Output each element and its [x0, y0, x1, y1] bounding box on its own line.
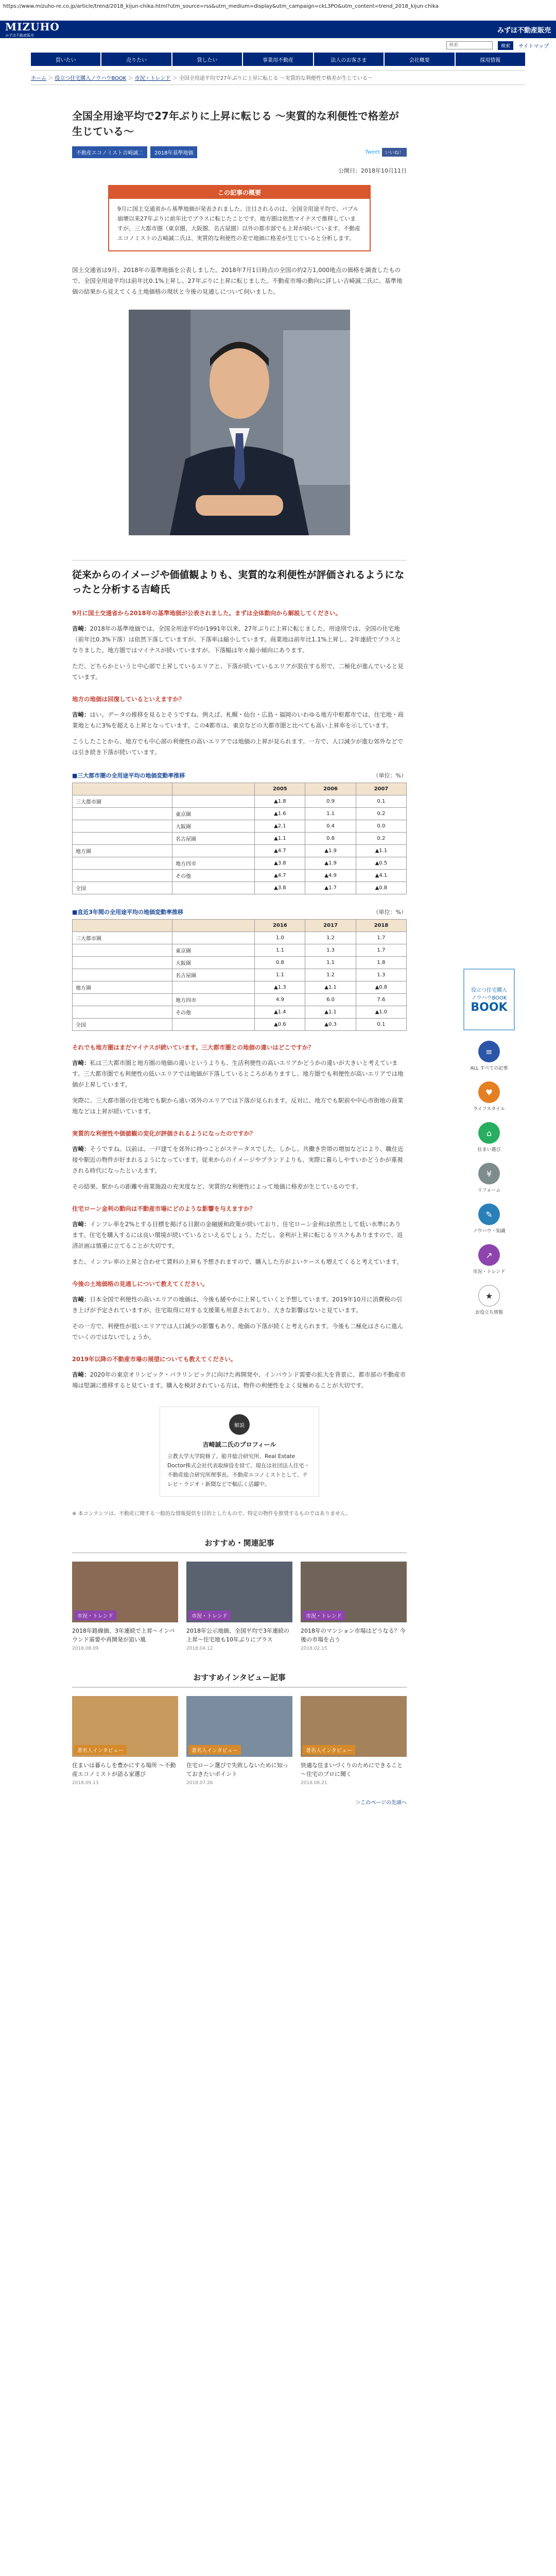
table-cell: 三大都市圏 — [73, 932, 172, 944]
table-cell: ▲1.1 — [305, 1006, 356, 1019]
table-cell: ▲0.8 — [356, 882, 406, 894]
table-row — [73, 944, 407, 957]
table-row — [73, 833, 407, 845]
table-cell: 4.9 — [255, 994, 305, 1006]
tag-kijun[interactable]: 2018年基準地価 — [150, 146, 197, 158]
article-tags — [72, 146, 407, 158]
table-cell: その他 — [172, 1006, 255, 1019]
heart-icon-glyph: ♥ — [485, 1087, 493, 1097]
answer-1 — [72, 623, 407, 656]
sidebar-item-reform[interactable] — [463, 1163, 515, 1193]
table-cell — [73, 944, 172, 957]
book-big-label: BOOK — [471, 1001, 508, 1014]
interview-list-heading: おすすめインタビュー記事 — [72, 1672, 407, 1688]
search-input[interactable] — [446, 41, 493, 49]
interview-card[interactable] — [301, 1696, 407, 1786]
profile-box — [160, 1406, 319, 1497]
table-cell: 0.2 — [356, 833, 406, 845]
question-7: 2019年以降の不動産市場の展望についても教えてください。 — [72, 1355, 237, 1363]
card-date: 2018.02.15 — [301, 1646, 327, 1651]
table-row — [73, 957, 407, 969]
table-row — [73, 845, 407, 857]
table-cell: 6.0 — [305, 994, 356, 1006]
question-5: 住宅ローン金利の動向は不動産市場にどのような影響を与えますか？ — [72, 1205, 256, 1212]
table-cell: 地方四市 — [172, 994, 255, 1006]
answer-3b: 実際に、三大都市圏の住宅地でも駅から遠い郊外のエリアでは下落が見られます。反対に、地方でも駅前や中心市街地の商業地などは上昇が続いています。 — [72, 1097, 404, 1115]
table-row — [73, 882, 407, 894]
global-nav — [31, 53, 525, 66]
table-cell: ▲0.6 — [255, 1019, 305, 1031]
answer-5-text: インフレ率を2%とする目標を掲げる日銀の金融緩和政策が続いており、住宅ローン金利は依然として低い水準にあります。住宅を購入するには良い環境が続いているといえるでしょう。ただし、金利が上昇に転じるリスクもありますので、返済計画は慎重に立てることが大切です。 — [72, 1221, 403, 1249]
table-cell: ▲1.9 — [305, 845, 356, 857]
answer-2 — [72, 709, 407, 731]
table-cell — [73, 857, 172, 870]
card-date: 2018.08.09 — [72, 1646, 99, 1651]
sidebar-item-label: 市況・トレンド — [473, 1269, 506, 1275]
table-cell: ▲3.8 — [255, 882, 305, 894]
breadcrumb-book[interactable]: 役立つ住宅購入ノウハウBOOK — [55, 76, 127, 81]
table-row — [73, 820, 407, 833]
breadcrumb-trend[interactable]: 市況・トレンド — [134, 76, 171, 81]
table-cell: 東京圏 — [172, 944, 255, 957]
related-card[interactable] — [72, 1562, 178, 1651]
table-cell: ▲1.3 — [255, 981, 305, 994]
related-card-image[interactable] — [301, 1562, 407, 1622]
table-cell: 1.0 — [255, 932, 305, 944]
nav-business[interactable]: 事業用不動産 — [243, 53, 312, 66]
table-cell: 1.7 — [356, 944, 406, 957]
sidebar-item-label: リフォーム — [477, 1188, 501, 1193]
url-bar[interactable]: https://www.mizuho-re.co.jp/article/trend/2018_kijun-chika.html?utm_source=rss&utm_medium=display&utm_campaign=ckL3PO&utm_content=trend_2018_kijun-chika — [3, 4, 439, 9]
logo-subtext: みずほ不動産販売 — [5, 33, 34, 38]
table-cell: 1.1 — [305, 808, 356, 820]
book-small-label: 役立つ住宅購入 — [471, 987, 507, 993]
sidebar-item-label: 住まい選び — [477, 1147, 501, 1153]
table-cell: 地方四市 — [172, 857, 255, 870]
table-header-cell: 2006 — [305, 783, 356, 795]
table-cell — [172, 932, 255, 944]
card-date: 2018.06.21 — [301, 1781, 327, 1786]
table-cell — [73, 969, 172, 981]
speaker-label: 吉崎： — [72, 1296, 90, 1303]
intro-paragraph: 国土交通省は9月、2018年の基準地価を公表しました。2018年7月1日時点の全国の約2万1,000地点の価格を調査したもので、全国全用途平均は前年比0.1%上昇し、27年ぶりに上昇に転じました。不動産市場の動向に詳しい吉崎誠二氏に、基準地価の結果から見えてくる土地価格の現状と今後の見通しについて伺いました。 — [72, 266, 403, 295]
house-icon — [478, 1122, 500, 1144]
table-1-title — [72, 771, 407, 779]
answer-6b: その一方で、利便性が低いエリアでは人口減少の影響もあり、地価の下落が続くと考えられます。今後も二極化はさらに進んでいくのではないでしょうか。 — [72, 1323, 404, 1341]
related-card[interactable] — [186, 1562, 292, 1651]
answer-6 — [72, 1294, 407, 1316]
sidebar-item-label: ライフスタイル — [473, 1107, 505, 1112]
sitemap-link[interactable]: サイトマップ — [518, 43, 549, 49]
table-header-cell: 2016 — [255, 920, 305, 932]
table-cell: ▲0.3 — [305, 1019, 356, 1031]
speaker-label: 吉崎： — [72, 1145, 90, 1153]
table-cell: 1.1 — [255, 944, 305, 957]
nav-buy[interactable]: 買いたい — [31, 53, 100, 66]
speaker-label: 吉崎： — [72, 625, 90, 632]
table-cell — [172, 1019, 255, 1031]
speaker-label: 吉崎： — [72, 1221, 90, 1228]
table-cell: 1.7 — [356, 932, 406, 944]
sidebar-item-useful[interactable] — [463, 1285, 515, 1315]
table-row — [73, 870, 407, 882]
tag-economist[interactable]: 不動産エコノミスト吉崎誠二 — [72, 146, 147, 158]
table-cell: ▲1.1 — [305, 981, 356, 994]
table-cell: ▲2.1 — [255, 820, 305, 833]
card-date: 2018.09.13 — [72, 1781, 99, 1786]
publish-date: 公開日：2018年10月11日 — [338, 167, 407, 174]
yen-icon — [478, 1163, 500, 1184]
table-cell: 1.3 — [305, 944, 356, 957]
table-cell — [73, 833, 172, 845]
table-header-cell — [73, 783, 172, 795]
article-title: 全国全用途平均で27年ぶりに上昇に転じる ～実質的な利便性で格差が生じている～ — [72, 110, 399, 138]
star-icon — [478, 1285, 500, 1307]
table-cell — [172, 882, 255, 894]
related-card[interactable] — [301, 1562, 407, 1651]
table-row — [73, 1019, 407, 1031]
tweet-button[interactable]: Tweet — [365, 149, 380, 155]
table-cell: ▲1.1 — [255, 833, 305, 845]
table-cell: 地方圏 — [73, 981, 172, 994]
answer-2b: こうしたことから、地方でも中心部の利便性の高いエリアでは地価の上昇が見られます。一方で、人口減少が進む郊外などでは引き続き下落が続いています。 — [72, 738, 404, 756]
table-cell — [172, 795, 255, 808]
answer-3 — [72, 1058, 407, 1090]
table-cell: ▲0.8 — [356, 981, 406, 994]
sidebar-item-label: お役立ち情報 — [475, 1310, 503, 1315]
sidebar-item-knowhow[interactable] — [463, 1204, 515, 1234]
card-tag: 著名人インタビュー — [74, 1745, 127, 1755]
nav-lend[interactable]: 貸したい — [172, 53, 242, 66]
answer-3-text: 私は三大都市圏と地方圏の地価の違いというよりも、生活利便性の高いエリアかどうかの違いが大きいと考えています。三大都市圏でも利便性の低いエリアでは地価が下落しているところがありますし、地方圏でも利便性が高いエリアでは地価が上昇しています。 — [72, 1059, 404, 1088]
trend-icon — [478, 1244, 500, 1266]
question-6: 今後の土地価格の見通しについて教えてください。 — [72, 1280, 208, 1287]
table-1 — [72, 783, 407, 894]
sidebar-item-lifestyle[interactable] — [463, 1081, 515, 1112]
profile-text: 立教大学大学院修了。船井総合研究所、Real Estate Doctor株式会社代表取締役を経て、現在は社団法人住宅・不動産総合研究所理事長。不動産エコノミストとして、テレビ・ラジオ・新聞などで幅広く活躍中。 — [167, 1453, 310, 1487]
table-cell: 0.1 — [356, 1019, 406, 1031]
table-cell: 7.6 — [356, 994, 406, 1006]
card-title[interactable]: 2018年路線価、3年連続で上昇～インバウンド需要や再開発が追い風 — [72, 1628, 175, 1643]
table-row — [73, 1006, 407, 1019]
nav-recruit[interactable]: 採用情報 — [456, 53, 525, 66]
table-row — [73, 969, 407, 981]
table-cell: 1.1 — [305, 957, 356, 969]
table-cell: 大阪圏 — [172, 957, 255, 969]
site-header — [0, 21, 556, 38]
table-cell: 0.0 — [356, 820, 406, 833]
table-cell — [73, 957, 172, 969]
table-cell: 0.4 — [305, 820, 356, 833]
page-top-link[interactable]: ＞このページの先頭へ — [355, 1800, 407, 1806]
table-cell: 三大都市圏 — [73, 795, 172, 808]
table-cell: ▲1.7 — [305, 882, 356, 894]
breadcrumb-current: 全国全用途平均で27年ぶりに上昇に転じる ～実質的な利便性で格差が生じている～ — [179, 76, 373, 81]
brand-name: みずほ不動産販売 — [497, 26, 551, 35]
card-tag: 著名人インタビュー — [303, 1745, 355, 1755]
table-cell: 地方圏 — [73, 845, 172, 857]
table-row — [73, 994, 407, 1006]
list-icon-glyph: ≡ — [485, 1046, 493, 1057]
pen-icon-glyph: ✎ — [485, 1209, 493, 1219]
card-title[interactable]: 住宅ローン選びで失敗しないために知っておきたいポイント — [186, 1762, 288, 1777]
logo[interactable] — [5, 21, 60, 38]
table-cell: ▲4.1 — [356, 870, 406, 882]
answer-4 — [72, 1144, 407, 1176]
related-card-image[interactable] — [186, 1562, 292, 1622]
trend-icon-glyph: ↗ — [485, 1250, 493, 1260]
search-button[interactable]: 検索 — [498, 41, 513, 50]
sidebar-item-all[interactable] — [463, 1041, 515, 1071]
interview-card-image[interactable] — [301, 1696, 407, 1757]
table-2-unit: （単位：%） — [373, 909, 407, 916]
logo-text: MIZUHO — [5, 21, 60, 33]
card-tag: 著名人インタビュー — [188, 1745, 241, 1755]
table-header-cell: 2018 — [356, 920, 406, 932]
table-cell: ▲0.5 — [356, 857, 406, 870]
card-tag: 市況・トレンド — [74, 1611, 116, 1620]
answer-2-text: はい。データの推移を見るとそうですね。例えば、札幌・仙台・広島・福岡のいわゆる地方中枢都市では、住宅地・商業地ともに3%を超える上昇となっています。この4都市は、東京などの大都市圏と比べても高い上昇率を示しています。 — [72, 711, 404, 729]
table-cell — [73, 994, 172, 1006]
table-cell: 0.9 — [305, 795, 356, 808]
table-cell: 1.2 — [305, 969, 356, 981]
interview-card[interactable] — [186, 1696, 292, 1786]
table-2-caption: ■直近3年間の全用途平均の地価変動率推移 — [72, 909, 184, 916]
question-1: 9月に国土交通省から2018年の基準地価が公表されました。まずは全体動向から解説してください。 — [72, 609, 342, 617]
answer-7 — [72, 1369, 407, 1391]
table-cell — [73, 820, 172, 833]
table-cell — [172, 845, 255, 857]
speaker-label: 吉崎： — [72, 711, 90, 718]
table-cell: 名古屋圏 — [172, 969, 255, 981]
table-cell: ▲1.0 — [356, 1006, 406, 1019]
card-tag: 市況・トレンド — [188, 1611, 231, 1620]
table-cell: ▲1.6 — [255, 808, 305, 820]
table-cell: ▲4.9 — [305, 870, 356, 882]
breadcrumb: ホーム ＞ 役立つ住宅購入ノウハウBOOK ＞ 市況・トレンド ＞ 全国全用途平均で27年ぶりに上昇に転じる ～実質的な利便性で格差が生じている～ — [31, 70, 525, 85]
table-cell: ▲3.8 — [255, 857, 305, 870]
table-cell — [73, 870, 172, 882]
answer-5 — [72, 1219, 407, 1251]
card-date: 2018.07.26 — [186, 1781, 213, 1786]
related-heading: おすすめ・関連記事 — [72, 1537, 407, 1553]
table-header-cell: 2007 — [356, 783, 406, 795]
star-icon-glyph: ★ — [485, 1291, 493, 1301]
table-cell: 全国 — [73, 882, 172, 894]
disclaimer-note: ※ 本コンテンツは、不動産に関する一般的な情報提供を目的としたもので、特定の物件を推奨するものではありません。 — [72, 1511, 351, 1517]
interview-photo — [129, 310, 350, 535]
answer-4-text: そうですね。以前は、一戸建てを郊外に持つことがステータスでした。しかし、共働き世帯の増加などにより、職住近接や駅近の物件が好まれるようになっています。従来からのイメージやブランドよりも、実際に暮らしやすいかどうかが重視される時代になったといえます。 — [72, 1145, 404, 1174]
answer-4b: その結果、駅からの距離や商業施設の充実度など、実質的な利便性によって地価に格差が生じているのです。 — [72, 1183, 362, 1190]
table-cell — [73, 808, 172, 820]
table-cell: ▲1.1 — [356, 845, 406, 857]
answer-1b: ただ、どちらかというと中心部で上昇しているエリアと、下落が続いているエリアが混在する形で、二極化が進んでいると見ています。 — [72, 663, 404, 681]
table-1-unit: （単位：%） — [373, 772, 407, 779]
table-cell: ▲4.7 — [255, 845, 305, 857]
question-3: それでも地方圏はまだマイナスが続いています。三大都市圏との地価の違いはどこですか？ — [72, 1044, 314, 1051]
speaker-label: 吉崎： — [72, 1059, 90, 1066]
table-cell: 1.2 — [305, 932, 356, 944]
breadcrumb-home[interactable]: ホーム — [31, 76, 46, 81]
table-row — [73, 932, 407, 944]
table-cell: 1.8 — [356, 957, 406, 969]
table-cell: ▲4.7 — [255, 870, 305, 882]
card-tag: 市況・トレンド — [303, 1611, 345, 1620]
summary-heading: この記事の概要 — [109, 186, 370, 199]
utility-bar — [0, 38, 556, 53]
table-header-cell: 2017 — [305, 920, 356, 932]
interview-card-image[interactable] — [72, 1696, 178, 1757]
table-header-cell — [172, 920, 255, 932]
table-cell: 全国 — [73, 1019, 172, 1031]
table-header-cell — [73, 920, 172, 932]
sidebar-item-label: ノウハウ・知識 — [473, 1229, 506, 1234]
table-cell: 0.8 — [255, 957, 305, 969]
table-cell: その他 — [172, 870, 255, 882]
speaker-label: 吉崎： — [72, 1371, 90, 1378]
answer-5b: また、インフレ率の上昇と合わせて賃料の上昇も予想されますので、購入した方がよいケースも増えてくると考えています。 — [72, 1258, 403, 1265]
article-main — [72, 98, 407, 1806]
card-title[interactable]: 2018年のマンション市場はどうなる？今後の市場を占う — [301, 1628, 406, 1643]
table-cell — [172, 981, 255, 994]
table-cell: 1.3 — [356, 969, 406, 981]
table-cell: 東京圏 — [172, 808, 255, 820]
section-heading: 従来からのイメージや価値観よりも、実質的な利便性が評価されるようになったと分析する吉崎氏 — [72, 560, 407, 597]
table-cell: 大阪圏 — [172, 820, 255, 833]
card-title[interactable]: 快適な住まいづくりのためにできること ～住宅のプロに聞く — [301, 1762, 403, 1777]
table-header-cell: 2005 — [255, 783, 305, 795]
summary-box — [108, 185, 371, 251]
answer-1-text: 2018年の基準地価では、全国全用途平均が1991年以来、27年ぶりに上昇に転じました。用途別では、全国の住宅地（前年比0.3%下落）は依然下落していますが、下落率は縮小しています。商業地は前年比1.1%上昇し、2年連続でプラスとなりました。地方圏ではマイナスが続いていますが、下落幅は年々縮小傾向にあります。 — [72, 625, 402, 654]
facebook-like-button[interactable]: いいね！ — [382, 148, 407, 157]
question-2: 地方の地価は回復しているといえますか？ — [72, 696, 185, 703]
interview-cards — [72, 1696, 407, 1786]
house-icon-glyph: ⌂ — [486, 1128, 492, 1138]
sidebar — [463, 969, 515, 1315]
table-cell: 0.2 — [356, 808, 406, 820]
table-cell: 0.1 — [356, 795, 406, 808]
table-row — [73, 808, 407, 820]
answer-7-text: 2020年の東京オリンピック・パラリンピックに向けた再開発や、インバウンド需要の拡大を背景に、都市部の不動産市場は堅調に推移すると見ています。購入を検討されている方は、物件の利便性をよく見極めることが大切です。 — [72, 1371, 406, 1389]
table-cell: 1.1 — [255, 969, 305, 981]
nav-sell[interactable]: 売りたい — [101, 53, 171, 66]
table-2 — [72, 919, 407, 1031]
social-buttons — [365, 148, 407, 157]
interview-card-image[interactable] — [186, 1696, 292, 1757]
profile-name: 吉崎誠二氏のプロフィール — [202, 1441, 276, 1448]
table-row — [73, 857, 407, 870]
list-icon — [478, 1041, 500, 1062]
nav-corporate[interactable]: 法人のお客さま — [314, 53, 384, 66]
table-cell: ▲1.9 — [305, 857, 356, 870]
table-cell: ▲1.4 — [255, 1006, 305, 1019]
book-label: ノウハウBOOK — [471, 995, 507, 1001]
table-1-caption: ■三大都市圏の全用途平均の地価変動率推移 — [72, 772, 185, 779]
summary-text: 9月に国土交通省から基準地価が発表されました。注目されるのは、全国全用途平均で、バブル崩壊以来27年ぶりに前年比でプラスに転じたことです。地方圏は依然マイナスで推移していますが、三大都市圏（東京圏、大阪圏、名古屋圏）以外の都市部でも上昇が続いています。不動産エコノミストの吉崎誠二氏は、実質的な利便性の差で地価に格差が生じていると分析します。 — [117, 206, 361, 242]
table-cell — [73, 1006, 172, 1019]
table-cell: ▲1.8 — [255, 795, 305, 808]
yen-icon-glyph: ¥ — [486, 1168, 492, 1179]
table-header-cell — [172, 783, 255, 795]
heart-icon — [478, 1081, 500, 1103]
table-cell: 0.8 — [305, 833, 356, 845]
pen-icon — [478, 1204, 500, 1225]
card-title[interactable]: 2018年公示地価、全国平均で3年連続の上昇～住宅地も10年ぶりにプラス — [186, 1628, 289, 1643]
sidebar-item-label: ALL すべての記事 — [470, 1066, 508, 1071]
sidebar-item-house[interactable] — [463, 1122, 515, 1153]
table-row — [73, 795, 407, 808]
related-cards — [72, 1562, 407, 1651]
table-cell: 名古屋圏 — [172, 833, 255, 845]
nav-company[interactable]: 会社概要 — [385, 53, 454, 66]
table-row — [73, 981, 407, 994]
related-card-image[interactable] — [72, 1562, 178, 1622]
card-date: 2018.04.12 — [186, 1646, 213, 1651]
answer-6-text: 日本全国で利便性の高いエリアの地価は、今後も緩やかに上昇していくと予想しています。2019年10月に消費税の引き上げが予定されていますが、住宅取得に対する支援策も用意されており、大きな影響はないと見ています。 — [72, 1296, 402, 1314]
question-4: 実質的な利便性や価値観の変化が評価されるようになったのですか？ — [72, 1130, 256, 1137]
card-title[interactable]: 住まいは暮らしを豊かにする場所 ～不動産エコノミストが語る家選び — [72, 1762, 176, 1777]
sidebar-item-trend[interactable] — [463, 1244, 515, 1275]
knowhow-book-banner[interactable] — [463, 969, 515, 1030]
table-2-title — [72, 908, 407, 916]
profile-badge: 解説 — [229, 1414, 250, 1435]
interview-card[interactable] — [72, 1696, 178, 1786]
